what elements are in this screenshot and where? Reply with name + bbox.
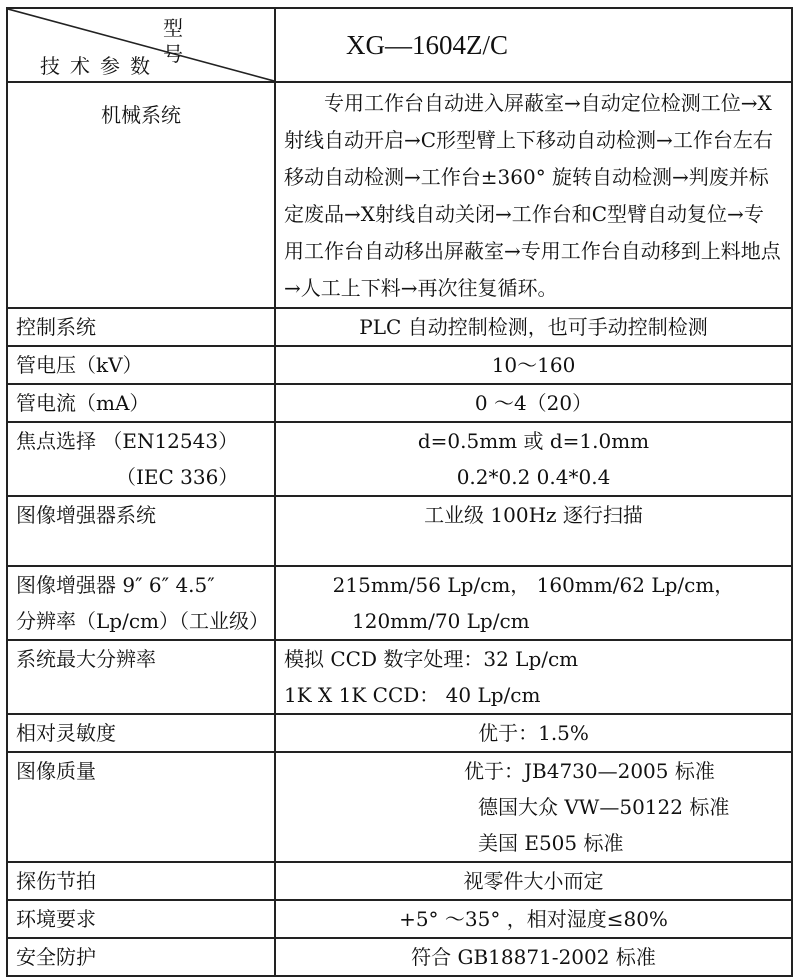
row-label [7, 422, 275, 496]
row-value [275, 422, 792, 496]
model-cell [275, 8, 792, 82]
header-row [7, 8, 792, 82]
row-value: 视零件大小而定 [275, 862, 792, 900]
row-label: 控制系统 [7, 308, 275, 346]
row-value-line: 0.2*0.2 0.4*0.4 [456, 465, 611, 489]
row-value: PLC 自动控制检测，也可手动控制检测 [275, 308, 792, 346]
header-diagonal-cell [7, 8, 275, 82]
row-label: 系统最大分辨率 [7, 640, 275, 714]
table-row [7, 640, 792, 714]
row-label-line: 分辨率（Lp/cm）（工业级） [16, 609, 269, 633]
row-value: 10～160 [275, 346, 792, 384]
row-value-line: 215mm/56 Lp/cm， 160mm/62 Lp/cm， [332, 573, 735, 597]
table-row [7, 496, 792, 566]
table-row [7, 938, 792, 976]
row-label-line: （IEC 336） [116, 465, 239, 489]
row-value [275, 82, 792, 308]
row-value-line: 模拟 CCD 数字处理：32 Lp/cm [284, 647, 579, 671]
row-label: 相对灵敏度 [7, 714, 275, 752]
row-label: 探伤节拍 [7, 862, 275, 900]
row-value [275, 566, 792, 640]
table-row [7, 308, 792, 346]
row-value-line: 1K X 1K CCD： 40 Lp/cm [284, 683, 541, 707]
table-row [7, 714, 792, 752]
table-row [7, 422, 792, 496]
row-label: 图像质量 [7, 752, 275, 862]
header-model-label: 型 号 [163, 16, 209, 66]
spec-table [6, 7, 793, 977]
row-value-line: 优于：JB4730—2005 标准 [464, 759, 715, 783]
row-value: 0 ～4（20） [275, 384, 792, 422]
header-param-label: 技术参数 [40, 54, 160, 78]
row-label: 管电流（mA） [7, 384, 275, 422]
row-label [7, 566, 275, 640]
mechanical-description: 专用工作台自动进入屏蔽室→自动定位检测工位→X射线自动开启→C形型臂上下移动自动检测→工作台左右移动自动检测→工作台±360° 旋转自动检测→判废并标定废品→X射线自动关闭→工作台和C型臂自动复位→专用工作台自动移出屏蔽室→专用工作台自动移到上料地点→人工上下料→再次往复循环。 [284, 91, 781, 300]
table-row [7, 752, 792, 862]
row-value-line: 120mm/70 Lp/cm [352, 609, 530, 633]
row-value [275, 752, 792, 862]
table-row [7, 900, 792, 938]
row-value: +5° ～35° ，相对湿度≤80% [275, 900, 792, 938]
table-row [7, 82, 792, 308]
table-row [7, 862, 792, 900]
table-row [7, 384, 792, 422]
row-value [275, 640, 792, 714]
row-label: 安全防护 [7, 938, 275, 976]
table-row [7, 566, 792, 640]
row-value-line: 美国 E505 标准 [478, 831, 624, 855]
model-number: XG—1604Z/C [346, 30, 508, 60]
table-row [7, 346, 792, 384]
row-label: 环境要求 [7, 900, 275, 938]
row-label-line: 图像增强器 9″ 6″ 4.5″ [16, 573, 215, 597]
row-value: 符合 GB18871-2002 标准 [275, 938, 792, 976]
row-value: 工业级 100Hz 逐行扫描 [275, 496, 792, 566]
row-label: 机械系统 [7, 82, 275, 308]
row-label: 管电压（kV） [7, 346, 275, 384]
row-value-line: d=0.5mm 或 d=1.0mm [417, 429, 650, 453]
row-label-line: 焦点选择 （EN12543） [16, 429, 239, 453]
row-value: 优于：1.5% [275, 714, 792, 752]
row-label: 图像增强器系统 [7, 496, 275, 566]
row-value-line: 德国大众 VW—50122 标准 [478, 795, 730, 819]
